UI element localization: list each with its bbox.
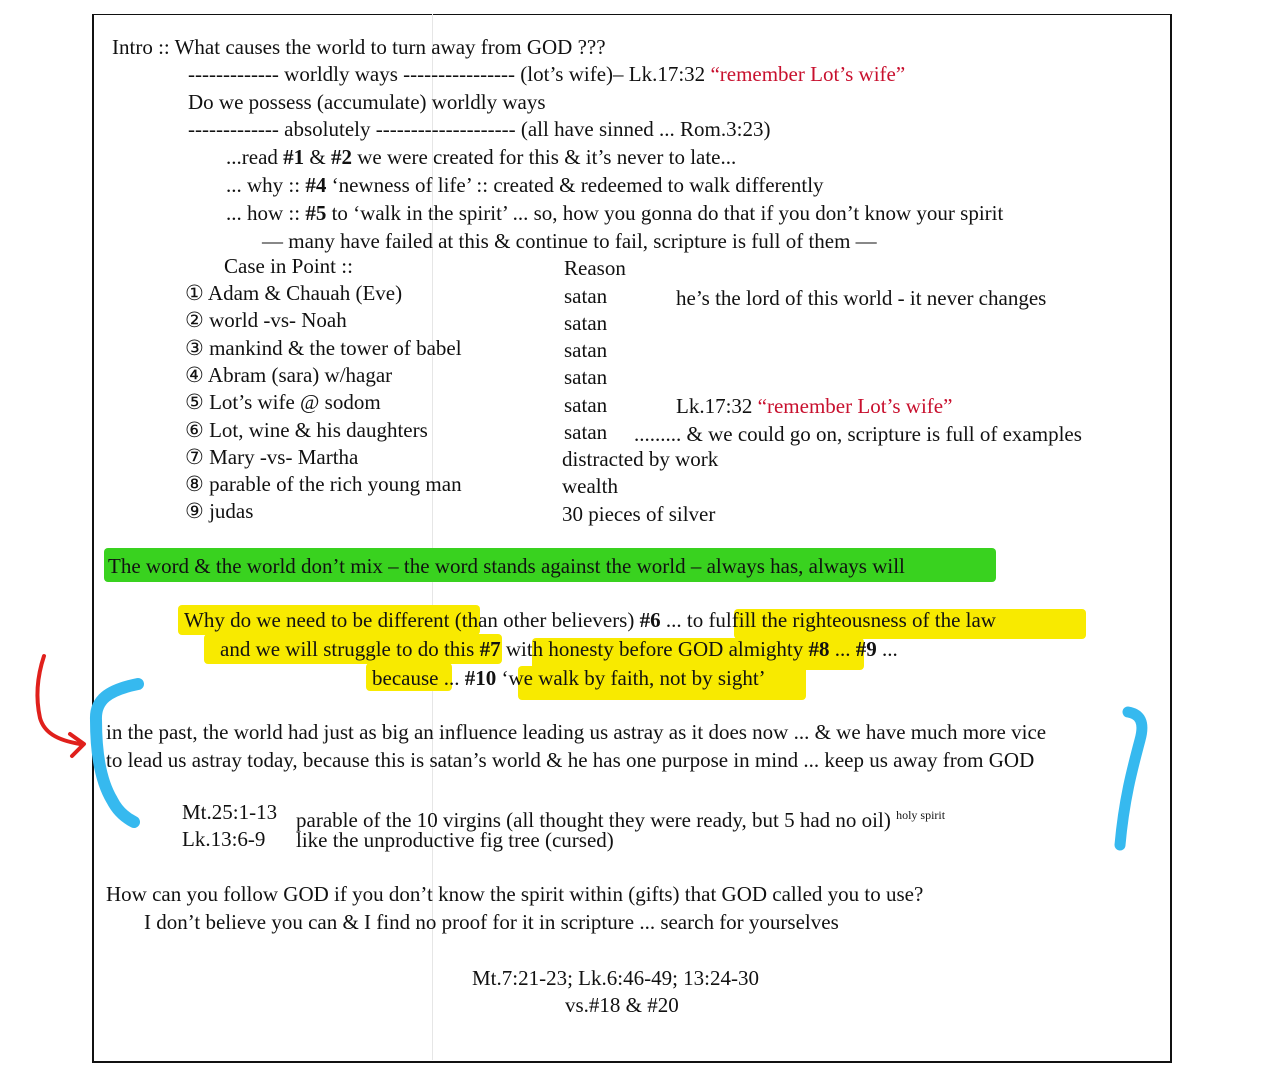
how-rest: to ‘walk in the spirit’ ... so, how you gonna do that if you don’t know your spirit xyxy=(326,201,1004,225)
honesty-text: with honesty before GOD almighty xyxy=(500,637,804,661)
ref-9: #9 xyxy=(855,637,877,661)
intro-how xyxy=(226,201,1003,225)
ellipsis: ... xyxy=(876,637,898,661)
case-note-lord: he’s the lord of this world - it never changes xyxy=(676,286,1047,310)
case-item-label: ⑨ judas xyxy=(185,499,254,523)
ref-5: #5 xyxy=(305,201,327,225)
case-item-label: ⑧ parable of the rich young man xyxy=(185,472,462,496)
past-line-2: to lead us astray today, because this is satan’s world & he has one purpose in mind ... keep us away from GOD xyxy=(106,748,1035,772)
lk-text: like the unproductive fig tree (cursed) xyxy=(296,828,614,852)
read-text: ...read xyxy=(226,145,284,169)
case-item-label: ⑦ Mary -vs- Martha xyxy=(185,445,359,469)
intro-absolutely: ------------- absolutely -------------------- (all have sinned ... Rom.3:23) xyxy=(188,117,771,141)
case-header: Case in Point :: xyxy=(224,254,353,278)
because-line xyxy=(372,666,766,690)
lk-ref: Lk.17:32 xyxy=(676,394,758,418)
case-item-reason: satan xyxy=(564,420,608,444)
case-item-reason: wealth xyxy=(562,474,618,498)
ref-2: #2 xyxy=(330,145,352,169)
red-arrow-icon xyxy=(37,656,80,744)
how-text: ... how :: xyxy=(226,201,306,225)
ref-4: #4 xyxy=(305,173,327,197)
case-item-label: ④ Abram (sara) w/hagar xyxy=(185,363,393,387)
intro-worldly-ways xyxy=(188,62,905,86)
closing-ref-2: vs.#18 & #20 xyxy=(565,993,679,1017)
ref-8: #8 xyxy=(808,637,830,661)
case-note-lk xyxy=(676,394,952,418)
case-item-reason: satan xyxy=(564,284,608,308)
case-item-reason: 30 pieces of silver xyxy=(562,502,716,526)
ref-10: #10 xyxy=(464,666,497,690)
case-item-label: ③ mankind & the tower of babel xyxy=(185,336,462,360)
closing-ref-1: Mt.7:21-23; Lk.6:46-49; 13:24-30 xyxy=(472,966,759,990)
case-item-reason: satan xyxy=(564,311,608,335)
intro-read xyxy=(226,145,736,169)
struggle-line xyxy=(220,637,898,661)
case-item-reason: satan xyxy=(564,393,608,417)
because-text: because ... xyxy=(372,666,465,690)
case-note-examples: ......... & we could go on, scripture is full of examples xyxy=(634,422,1082,446)
holy-spirit-note: holy spirit xyxy=(896,808,946,822)
fulfill-righteousness: to fulfill the righteousness of the law xyxy=(686,608,996,632)
read-rest: we were created for this & it’s never to late... xyxy=(351,145,737,169)
intro-why xyxy=(226,173,824,197)
why-text: ... why :: xyxy=(226,173,306,197)
read-amp: & xyxy=(304,145,331,169)
case-item-label: ② world -vs- Noah xyxy=(185,308,347,332)
closing-question: How can you follow GOD if you don’t know the spirit within (gifts) that GOD called you to use? xyxy=(106,882,924,906)
mt-ref: Mt.25:1-13 xyxy=(182,800,278,824)
intro-possess: Do we possess (accumulate) worldly ways xyxy=(188,90,546,114)
intro-failed: — many have failed at this & continue to fail, scripture is full of them — xyxy=(262,229,877,253)
ref-7: #7 xyxy=(479,637,501,661)
intro-title: Intro :: What causes the world to turn away from GOD ??? xyxy=(112,35,606,59)
why-different: Why do we need to be different xyxy=(184,608,450,632)
struggle-text: and we will struggle to do this xyxy=(220,637,480,661)
case-item-reason: satan xyxy=(564,365,608,389)
worldly-ways-text: ------------- worldly ways ---------------- (lot’s wife)– Lk.17:32 xyxy=(188,62,711,86)
closing-answer: I don’t believe you can & I find no proof for it in scripture ... search for yourselves xyxy=(144,910,839,934)
case-item-reason: distracted by work xyxy=(562,447,719,471)
word-world-line: The word & the world don’t mix – the word stands against the world – always has, always will xyxy=(108,554,905,578)
case-item-label: ⑤ Lot’s wife @ sodom xyxy=(185,390,381,414)
ellipsis: ... xyxy=(829,637,856,661)
lk-ref: Lk.13:6-9 xyxy=(182,827,266,851)
red-arrowhead-icon xyxy=(70,734,84,756)
case-item-label: ① Adam & Chauah (Eve) xyxy=(185,281,403,305)
ellipsis: ... xyxy=(660,608,687,632)
than-other-believers: (than other believers) xyxy=(449,608,640,632)
ref-1: #1 xyxy=(283,145,305,169)
reason-header: Reason xyxy=(564,256,626,280)
case-item-label: ⑥ Lot, wine & his daughters xyxy=(185,418,428,442)
ref-6: #6 xyxy=(639,608,661,632)
case-item-reason: satan xyxy=(564,338,608,362)
remember-lots-wife-quote: “remember Lot’s wife” xyxy=(710,62,906,86)
remember-lots-wife-quote: “remember Lot’s wife” xyxy=(757,394,953,418)
walk-by-faith: ‘we walk by faith, not by sight’ xyxy=(496,666,766,690)
past-line-1: in the past, the world had just as big an influence leading us astray as it does now ... & we have much more vice xyxy=(106,720,1047,744)
ten-virgins-text: parable of the 10 virgins (all thought they were ready, but 5 had no oil) xyxy=(296,808,891,832)
why-different-line xyxy=(184,608,996,632)
why-rest: ‘newness of life’ :: created & redeemed to walk differently xyxy=(326,173,824,197)
